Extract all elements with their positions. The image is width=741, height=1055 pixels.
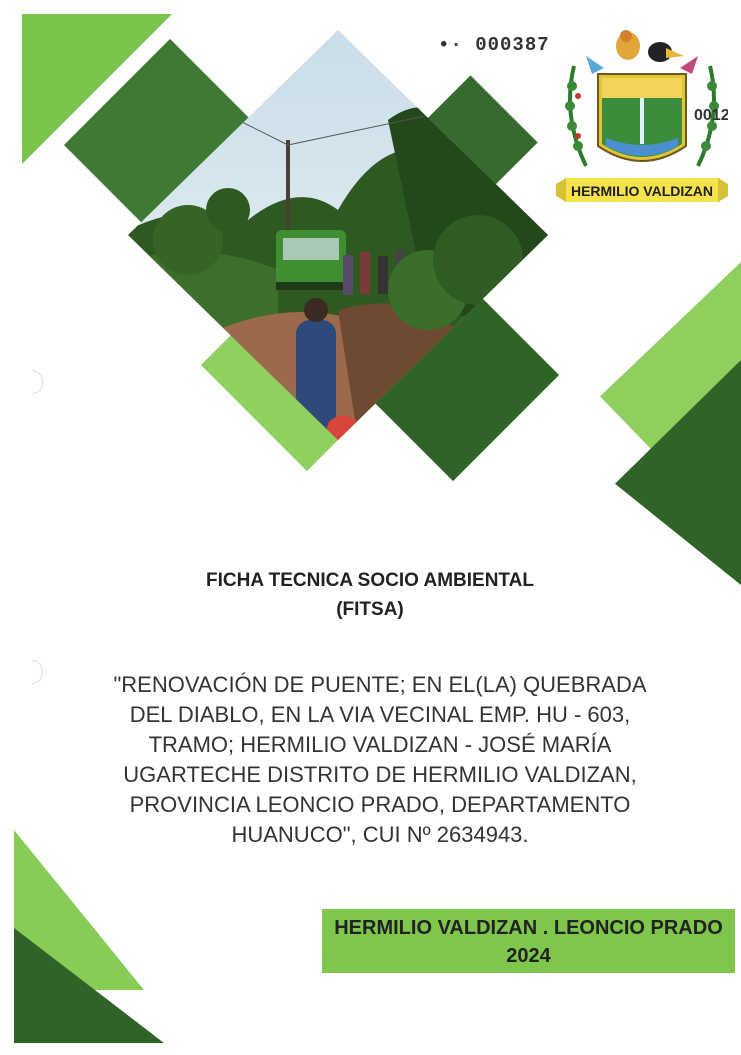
title-subline: (FITSA) [336,599,404,620]
punch-hole [32,660,43,684]
project-line: UGARTECHE DISTRITO DE HERMILIO VALDIZAN, [123,762,637,787]
crest-label: HERMILIO VALDIZAN [570,183,714,199]
page-mark: 0012 [694,107,728,124]
footer-location [322,914,735,970]
footer-year: 2024 [506,945,551,967]
project-line: DEL DIABLO, EN LA VIA VECINAL EMP. HU - 603, [129,702,631,727]
serial-number: •· 000387 [438,34,550,56]
project-description [100,670,660,850]
project-line: PROVINCIA LEONCIO PRADO, DEPARTAMENTO [129,792,631,817]
title-line: FICHA TECNICA SOCIO AMBIENTAL [206,570,534,591]
project-line: "RENOVACIÓN DE PUENTE; EN EL(LA) QUEBRADA [113,672,647,697]
footer-place: HERMILIO VALDIZAN . LEONCIO PRADO [334,917,723,939]
project-line: TRAMO; HERMILIO VALDIZAN - JOSÉ MARÍA [148,732,612,757]
punch-hole [32,370,43,394]
stamp-dot-icon: •· [438,34,463,56]
project-line: HUANUCO", CUI Nº 2634943. [231,822,529,847]
document-title [130,566,610,624]
municipal-crest [556,26,728,210]
